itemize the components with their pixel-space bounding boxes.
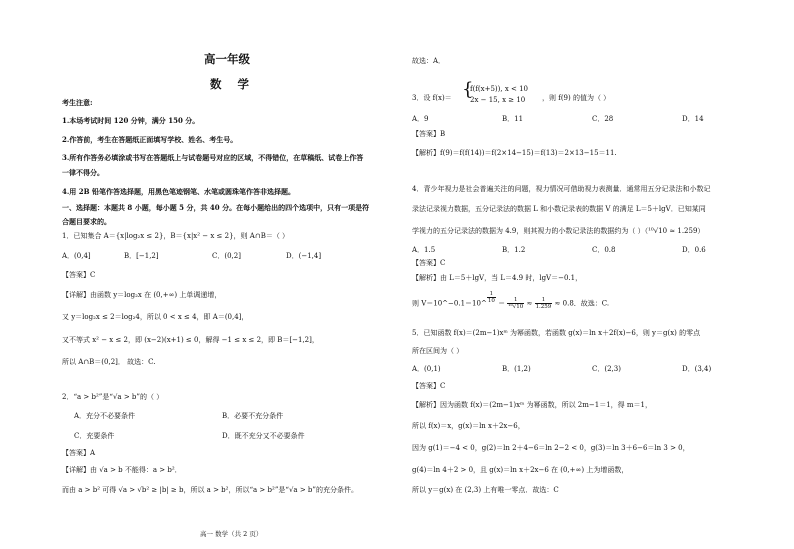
- page-footer: 高一 数学（共 2 页）: [200, 530, 263, 538]
- section-heading-line1: 一、选择题：本题共 8 小题，每小题 5 分，共 40 分。在每小题给出的四个选项中，只有一项是符: [62, 203, 370, 212]
- q4-f2-num: 1: [535, 297, 553, 304]
- notice-item-3: 3.所有作答务必填涂或书写在答题纸上与试卷题号对应的区域，不得错位，在草稿纸、试卷上作答: [62, 153, 364, 162]
- q5-option-a: A．(0,1): [412, 365, 441, 373]
- q3-case-2: 2x − 15, x ≥ 10: [470, 96, 526, 104]
- q4-exp-num: 1: [487, 291, 496, 298]
- notice-item-1: 1.本场考试时间 120 分钟，满分 150 分。: [62, 116, 200, 125]
- q1-option-d: D．(−1,4]: [286, 252, 322, 260]
- q3-option-c: C．28: [592, 115, 614, 123]
- q4-detail-1: 【解析】由 L＝5＋lgV，当 L＝4.9 时，lgV＝−0.1，: [412, 274, 583, 282]
- q4-stem-3: 学视力的五分记录法的数据为 4.9，则其视力的小数记录法的数据约为（ ）（¹⁰√10 ≈ 1.259）: [412, 227, 705, 235]
- q3-option-a: A．9: [412, 115, 429, 123]
- q4-option-b: B．1.2: [502, 246, 526, 254]
- q4-f2-den: 1.259: [535, 304, 552, 310]
- q4-answer: 【答案】C: [412, 259, 446, 267]
- q4-exponent-fraction: [487, 291, 496, 304]
- q2-stem: 2．“a > b²”是“√a > b”的（ ）: [62, 393, 164, 401]
- q5-detail-5: 所以 y＝g(x) 在 (2,3) 上有唯一零点．故选：C: [412, 486, 559, 494]
- q4-detail-2: [412, 291, 610, 310]
- q3-case-1: f(f(x+5)), x < 10: [470, 85, 528, 93]
- q5-stem-2: 所在区间为（ ）: [412, 347, 464, 355]
- q4-detail-2-b: ＝: [498, 299, 506, 308]
- q2-answer: 【答案】A: [62, 449, 96, 457]
- q1-option-b: B．[−1,2]: [124, 252, 159, 260]
- q5-detail-1: 【解析】因为函数 f(x)＝(2m−1)xᵐ 为幂函数，所以 2m−1＝1，得 m＝1，: [412, 401, 652, 409]
- q5-option-c: C．(2,3): [592, 365, 621, 373]
- q3-answer: 【答案】B: [412, 130, 446, 138]
- q1-detail-2: 又 y＝log₂x ≤ 2＝log₂4，所以 0 < x ≤ 4，即 A＝(0,4]，: [62, 313, 249, 321]
- q3-brace: {: [462, 79, 474, 100]
- notice-item-4: 4.用 2B 铅笔作答选择题，用黑色笔迹钢笔、水笔或圆珠笔作答非选择题。: [62, 187, 295, 196]
- q4-stem-2: 录法记录视力数据，五分记录法的数据 L 和小数记录表的数据 V 的满足 L＝5＋lgV．已知某同: [412, 205, 706, 213]
- q4-option-c: C．0.8: [592, 246, 616, 254]
- notice-item-3-cont: 一律不得分。: [62, 168, 104, 177]
- q4-fraction-1: [507, 297, 524, 310]
- q4-detail-2-a: 则 V＝10^−0.1＝10^: [412, 299, 487, 308]
- q2-detail-1: 【详解】由 √a > b 不能得：a > b²．: [62, 466, 182, 474]
- prev-answer-tail: 故选：A．: [412, 57, 446, 65]
- q1-detail-1: 【详解】由函数 y＝log₂x 在 (0,+∞) 上单调递增，: [62, 291, 222, 299]
- q2-option-b: B．必要不充分条件: [222, 412, 284, 420]
- q2-option-a: A．充分不必要条件: [74, 412, 136, 420]
- notice-item-2: 2.作答前，考生在答题纸正面填写学校、姓名、考生号。: [62, 135, 238, 144]
- q3-piecewise: [462, 79, 552, 106]
- q2-detail-2: 而由 a > b² 可得 √a > √b² ≥ |b| ≥ b，所以 a > b²，所以“a > b²”是“√a > b”的充分条件。: [62, 486, 358, 494]
- q4-stem-1: 4．青少年视力是社会普遍关注的问题，视力情况可借助视力表测量．通常用五分记录法和小数记: [412, 185, 711, 193]
- q4-fraction-2: [535, 297, 553, 310]
- q4-f1-den: ¹⁰√10: [508, 304, 524, 310]
- q4-exp-den: 10: [487, 298, 495, 304]
- q1-detail-4: 所以 A∩B＝(0,2]． 故选：C.: [62, 358, 156, 366]
- q3-option-d: D．14: [682, 115, 704, 123]
- q4-detail-2-d: ≈ 0.8．故选：C.: [554, 299, 610, 308]
- q4-f1-num: 1: [507, 297, 524, 304]
- q1-option-a: A．(0,4]: [62, 252, 91, 260]
- q1-option-c: C．(0,2]: [212, 252, 241, 260]
- q3-stem-suffix: ，则 f(9) 的值为（ ）: [542, 94, 611, 102]
- q2-option-c: C．充要条件: [74, 432, 115, 440]
- q4-option-d: D．0.6: [682, 246, 706, 254]
- q3-option-b: B．11: [502, 115, 524, 123]
- q2-option-d: D．既不充分又不必要条件: [222, 432, 305, 440]
- section-heading-line2: 合题目要求的。: [62, 217, 111, 226]
- q4-detail-2-c: ≈: [526, 299, 533, 308]
- q5-answer: 【答案】C: [412, 382, 446, 390]
- notice-heading: 考生注意:: [62, 98, 93, 107]
- grade-title: 高一年级: [204, 52, 250, 66]
- q1-stem: 1．已知集合 A＝{x|log₂x ≤ 2}，B＝{x|x² − x ≤ 2}，则 A∩B＝（ ）: [62, 232, 290, 240]
- q5-stem-1: 5．已知函数 f(x)＝(2m−1)xᵐ 为幂函数，若函数 g(x)＝ln x＋2f(x)−6，则 y＝g(x) 的零点: [412, 329, 701, 337]
- q5-detail-3: 因为 g(1)＝−4 < 0，g(2)＝ln 2＋4−6＝ln 2−2 < 0，g(3)＝ln 3＋6−6＝ln 3 > 0，: [412, 444, 690, 452]
- q5-option-d: D．(3,4): [682, 365, 712, 373]
- q3-stem-prefix: 3．设 f(x)＝: [412, 94, 452, 102]
- q3-detail: 【解析】f(9)＝f(f(14))＝f(2×14−15)＝f(13)＝2×13−15＝11.: [412, 149, 617, 157]
- q5-option-b: B．(1,2): [502, 365, 531, 373]
- q5-detail-2: 所以 f(x)＝x，g(x)＝ln x＋2x−6，: [412, 422, 525, 430]
- q5-detail-4: g(4)＝ln 4＋2 > 0，且 g(x)＝ln x＋2x−6 在 (0,+∞) 上为增函数，: [412, 466, 629, 474]
- q1-answer: 【答案】C: [62, 271, 96, 279]
- subject-title: 数 学: [210, 77, 256, 91]
- q4-option-a: A．1.5: [412, 246, 436, 254]
- q1-detail-3: 又不等式 x² − x ≤ 2，即 (x−2)(x+1) ≤ 0，解得 −1 ≤ x ≤ 2，即 B＝[−1,2]，: [62, 336, 319, 344]
